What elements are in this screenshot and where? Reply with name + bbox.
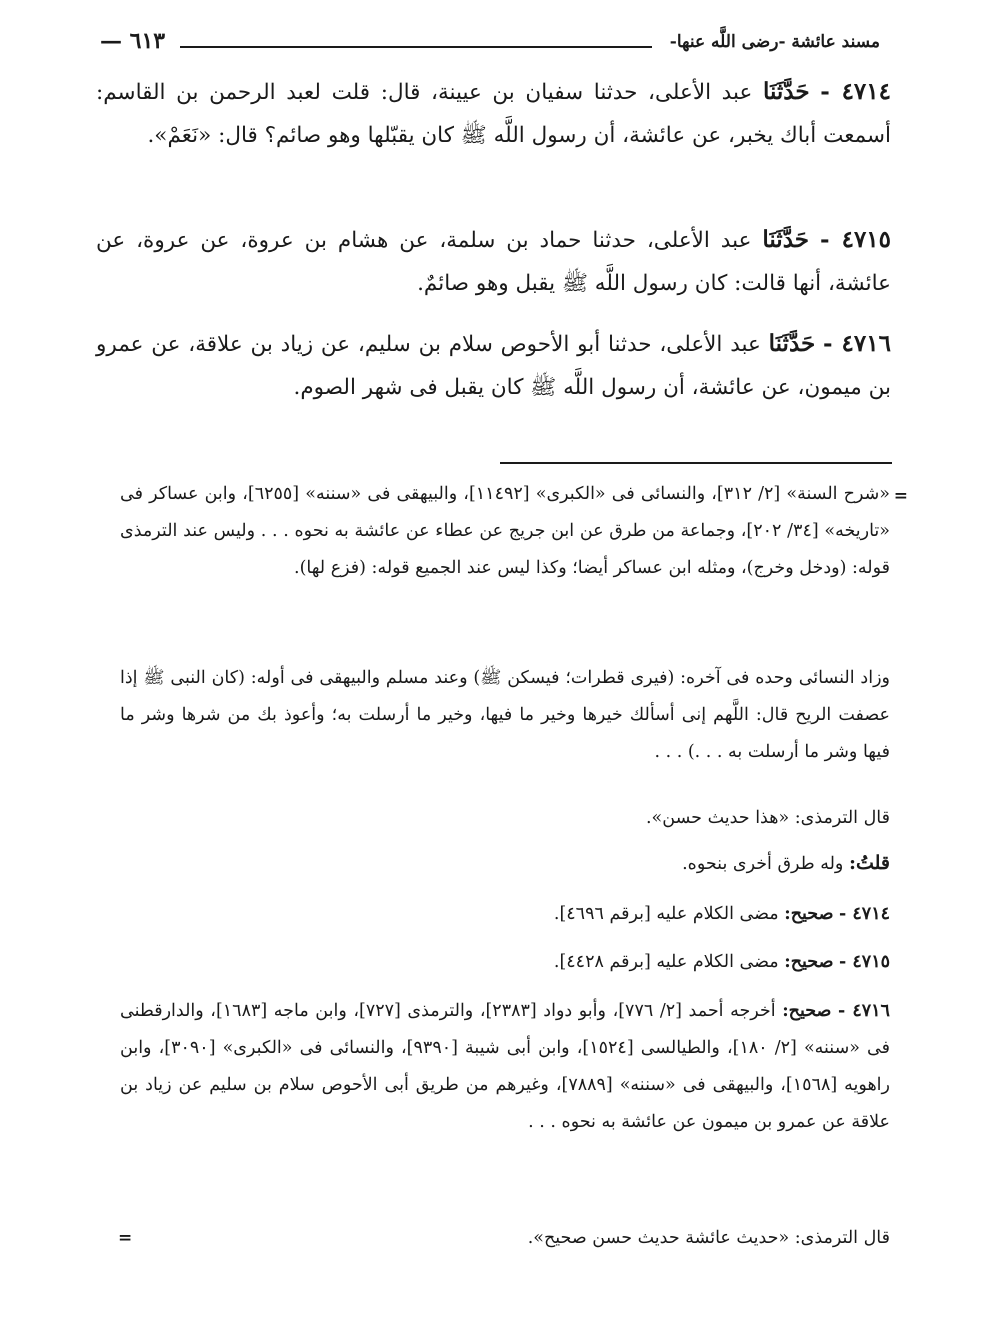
continues-marker: = — [118, 1228, 133, 1248]
page-header — [100, 30, 880, 64]
hadith-tahdith: حَدَّثَنَا — [768, 330, 816, 357]
footnote-qultu — [120, 845, 890, 883]
hadith-tahdith: حَدَّثَنَا — [762, 226, 809, 253]
continuation-marker: = — [893, 486, 908, 506]
takhrij-grade: صحيح: — [784, 904, 834, 924]
takhrij-text: أخرجه أحمد [٢/ ٧٧٦]، وأبو دواد [٢٣٨٣]، والترمذى [٧٢٧]، وابن ماجه [١٦٨٣]، والدارقطنى فى «سننه» [٢/ ١٨٠]، والطيالسى [١٥٢٤]، وابن أبى شيبة [٩٣٩٠]، والنسائى فى «الكبرى» [٣٠٩٠]، وابن راهويه [١٥٦٨]، والبيهقى فى «سننه» [٧٨٨٩]، وغيرهم من طريق أبى الأحوص سلام بن سليم عن زياد بن علاقة عن عمرو بن ميمون عن عائشة به نحوه . . . — [120, 1001, 890, 1132]
running-title: مسند عائشة -رضى اللَّه عنها- — [669, 32, 880, 52]
takhrij-entry — [120, 896, 890, 933]
footnote-paragraph: «شرح السنة» [٢/ ٣١٢]، والنسائى فى «الكبرى» [١١٤٩٢]، والبيهقى فى «سننه» [٦٢٥٥]، وابن عساكر فى «تاريخه» [٣٤/ ٢٠٢]، وجماعة من طرق عن ابن جريج عن عطاء عن عائشة به نحوه . . . وليس عند الترمذى قوله: (ودخل وخرج)، ومثله ابن عساكر أيضا؛ وكذا ليس عند الجميع قوله: (فزع لها). — [120, 484, 890, 578]
page-number: — ٦١٣ — [100, 28, 166, 54]
header-rule — [180, 46, 652, 48]
footnote-paragraph: قال الترمذى: «هذا حديث حسن». — [645, 808, 890, 828]
takhrij-entry — [120, 993, 890, 1141]
takhrij-grade: صحيح: — [784, 952, 834, 972]
takhrij-number: ٤٧١٦ - — [837, 1001, 890, 1021]
takhrij-number: ٤٧١٤ - — [839, 904, 890, 924]
hadith-4714 — [96, 70, 891, 157]
takhrij-text: مضى الكلام عليه [برقم ٤٤٢٨]. — [553, 952, 779, 972]
hadith-tahdith: حَدَّثَنَا — [762, 78, 810, 105]
qultu-label: قلتُ: — [848, 852, 890, 874]
footnote-last-line: قال الترمذى: «حديث عائشة حديث حسن صحيح». — [527, 1228, 890, 1248]
footnote-paragraph: وزاد النسائى وحده فى آخره: (فيرى قطرات؛ فيسكن ﷺ) وعند مسلم والبيهقى فى أوله: (كان النبى ﷺ إذا عصفت الريح قال: اللَّهم إنى أسألك خيرها وخير ما فيها، وخير ما أرسلت به؛ وأعوذ بك من شرها وشر ما فيها وشر ما أرسلت به . . .) . . . — [120, 668, 890, 762]
hadith-text: عبد الأعلى، حدثنا أبو الأحوص سلام بن سليم، عن زياد بن علاقة، عن عمرو بن ميمون، عن عائشة، أن رسول اللَّه ﷺ كان يقبل فى شهر الصوم. — [96, 332, 891, 400]
hadith-number: ٤٧١٦ - — [823, 330, 891, 357]
hadith-number: ٤٧١٥ - — [819, 226, 892, 253]
hadith-text: عبد الأعلى، حدثنا سفيان بن عيينة، قال: قلت لعبد الرحمن بن القاسم: أسمعت أباك يخبر، عن عائشة، أن رسول اللَّه ﷺ كان يقبّلها وهو صائم؟ قال: «نَعَمْ». — [96, 80, 891, 148]
hadith-4715 — [96, 218, 891, 305]
takhrij-entry — [120, 944, 890, 981]
takhrij-number: ٤٧١٥ - — [839, 952, 890, 972]
hadith-number: ٤٧١٤ - — [820, 78, 891, 105]
hadith-4716 — [96, 322, 891, 409]
hadith-text: عبد الأعلى، حدثنا حماد بن سلمة، عن هشام بن عروة، عن عروة، عن عائشة، أنها قالت: كان رسول اللَّه ﷺ يقبل وهو صائمٌ. — [96, 228, 891, 296]
footnote-separator — [500, 462, 892, 464]
qultu-text: وله طرق أخرى بنحوه. — [682, 854, 844, 874]
takhrij-text: مضى الكلام عليه [برقم ٤٦٩٦]. — [553, 904, 779, 924]
takhrij-grade: صحيح: — [782, 1001, 832, 1021]
